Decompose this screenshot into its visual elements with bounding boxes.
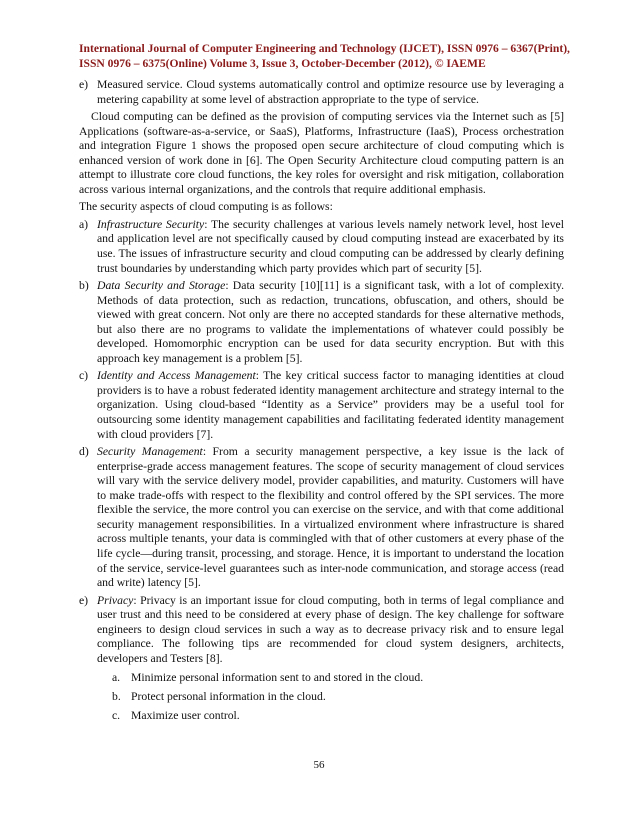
list-label: c) [79,369,89,383]
aspect-identity-access [79,369,564,442]
tip-item [79,709,564,723]
tip-label: b. [112,690,121,704]
aspects-intro: The security aspects of cloud computing is as follows: [79,200,333,214]
aspect-text: : Data security [10][11] is a significant task, with a lot of complexity. Methods of data protection, such as redaction, truncations, obfuscation, and others, should be viewed with great concern. Not only are there no accepted standards for these alternative methods, but also there are no programs to validate the implementations of whatever could possibly be developed. Homomorphic encryption can be used for data security encryption. But with this approach key management is a problem [5]. [97,279,564,365]
aspect-text: : Privacy is an important issue for cloud computing, both in terms of legal compliance and user trust and this need to be considered at every phase of design. The key challenge for software engineers to design cloud services in such a way as to decrease privacy risk and to ensure legal compliance. The following tips are recommended for cloud system designers, architects, developers and Testers [8]. [97,593,564,665]
aspect-privacy [79,594,564,667]
tip-label: a. [112,671,121,685]
list-label: e) [79,78,89,91]
header-line-1: International Journal of Computer Engineering and Technology (IJCET), ISSN 0976 – 6367(Print), [79,42,570,55]
tip-text: Maximize user control. [131,709,240,723]
journal-header [79,41,570,71]
page-number: 56 [313,759,325,771]
tip-text: Minimize personal information sent to and stored in the cloud. [131,671,424,685]
aspect-title: Infrastructure Security [97,217,205,231]
list-label: d) [79,445,89,459]
list-label: b) [79,279,89,293]
aspect-title: Privacy [97,593,134,607]
tip-item [79,671,564,685]
aspect-title: Security Management [97,445,203,459]
aspect-security-management [79,445,564,590]
tip-label: c. [112,709,121,723]
list-item-measured-service [79,78,564,107]
tip-item [79,690,564,704]
aspect-text: : From a security management perspective, a key issue is the lack of enterprise-grade access management features. The scope of security management of cloud services will vary with the service delivery model, provider capabilities, and maturity. Customers will have to make trade-offs with respect to the flexibility and control offered by the SPI services. The more flexible the service, the more control you can exercise on the service, and with that come additional security management responsibilities. In a virtualized environment where infrastructure is shared across multiple tenants, your data is commingled with that of other customers at every phase of the life cycle—during transit, processing, and storage. Hence, it is important to understand the location of the service, service-level guarantees such as inter-node communication, and storage access (read and write) latency [5]. [97,445,565,590]
aspect-infrastructure-security [79,218,564,276]
aspect-text: : The key critical success factor to managing identities at cloud providers is to have a robust federated identity management architecture and strategy internal to the organization. Using cloud-based “Identity as a Service” providers may be a useful tool for outsourcing some identity management capabilities and facilitating federated identity management with cloud providers [7]. [97,369,564,441]
list-item-text: Measured service. Cloud systems automatically control and optimize resource use by leveraging a metering capability at some level of abstraction appropriate to the type of service. [97,78,564,106]
list-label: a) [79,217,89,231]
aspect-title: Data Security and Storage [97,279,226,293]
list-label: e) [79,593,89,607]
aspect-data-security [79,279,564,366]
aspect-text: : The security challenges at various levels namely network level, host level and application level are not specifically caused by cloud computing instead are exacerbated by its use. The issues of infrastructure security and cloud computing can be addressed by clearly defining trust boundaries by understanding which party provides which part of security [5]. [97,217,564,275]
body-text [79,78,564,727]
paragraph-cloud-definition: Cloud computing can be defined as the provision of computing services via the Internet such as [5] Applications (software-as-a-service, or SaaS), Platforms, Infrastructure (IaaS), Process orchestration and integration Figure 1 shows the proposed open secure architecture of cloud computing which is enhanced version of work done in [6]. The Open Security Architecture cloud computing pattern is an attempt to illustrate core cloud functions, the key roles for oversight and risk mitigation, collaboration across various internal organizations, and the controls that require additional emphasis. [79,110,564,196]
header-line-2: ISSN 0976 – 6375(Online) Volume 3, Issue 3, October-December (2012), © IAEME [79,57,486,70]
aspect-title: Identity and Access Management [97,369,256,383]
tip-text: Protect personal information in the cloud. [131,690,326,704]
